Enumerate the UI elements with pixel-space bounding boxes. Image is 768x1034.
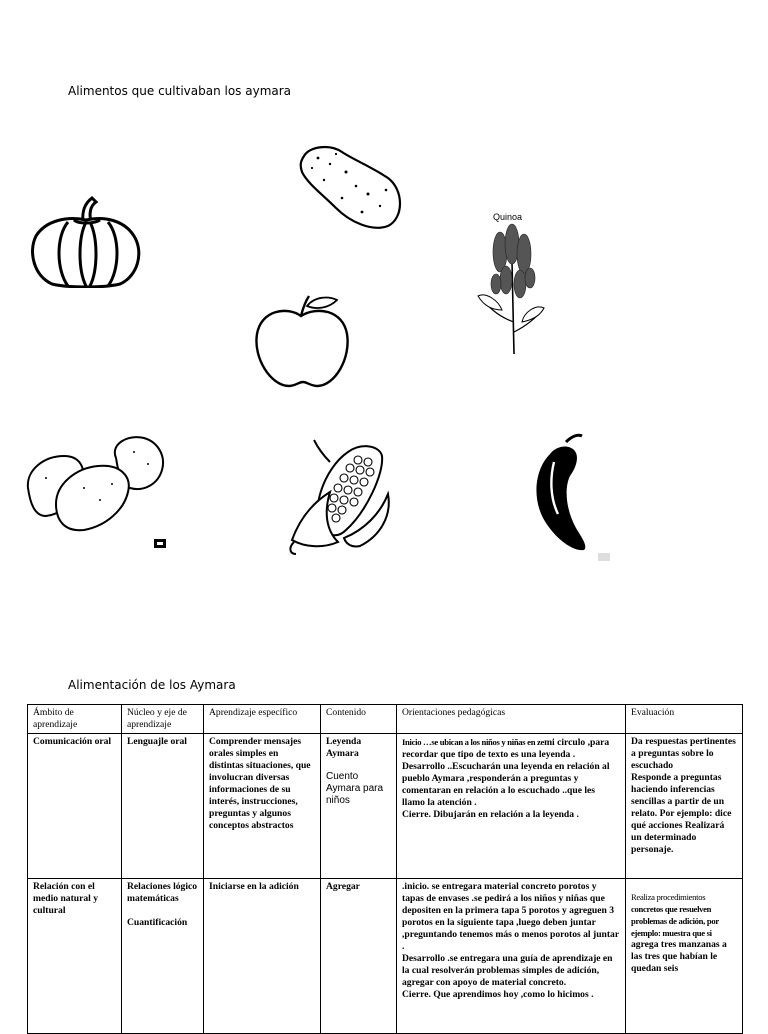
table-header-row [28,705,743,734]
orientaciones-cierre: Cierre. Dibujarán en relación a la leyenda . [402,809,579,820]
table-heading: Alimentación de los Aymara [68,678,236,692]
evaluacion-2: concretos que resuelven problemas de adición, por ejemplo: muestra que si [631,904,719,938]
orientaciones-inicio: Inicio …se ubican a los niños y niñas en ze [402,737,545,747]
header-aprendizaje: Aprendizaje específico [204,705,321,734]
planning-table [27,704,743,1034]
contenido-cuento: Cuento Aymara para niños [326,771,384,806]
chili-pepper-icon [526,432,592,554]
cell-nucleo: Lenguajle oral [122,734,204,879]
orientaciones-desarrollo: Desarrollo ..Escucharán una leyenda en relación al pueblo Aymara ,responderán a preguntas y comentaran en relación a lo escuchado ..que les llamo la atención . [402,761,610,808]
cell-orientaciones [397,734,626,879]
cell-nucleo [122,879,204,1034]
cell-ambito: Comunicación oral [28,734,122,879]
evaluacion-3: agrega tres manzanas a las tres que habían le quedan seis [631,939,727,974]
cell-evaluacion [626,734,743,879]
quinoa-icon [472,222,552,358]
header-orientaciones: Orientaciones pedagógicas [397,705,626,734]
logo-icon [154,535,166,553]
foods-heading: Alimentos que cultivaban los aymara [68,84,292,98]
cell-aprendizaje: Iniciarse en la adición [204,879,321,1034]
apple-icon [253,294,353,390]
contenido-leyenda: Leyenda Aymara [326,736,362,759]
orientaciones-inicio: .inicio. se entregara material concreto porotos y tapas de envases .se pedirá a los niños y niñas que depositen en la primera tapa 5 porotos y agreguen 3 porotos en la siguiente tapa ,luego deben juntar ,preguntando tenemos más o menos porotos al juntar . [402,881,619,952]
header-ambito: Ámbito de aprendizaje [28,705,122,734]
nucleo-cuantificacion: Cuantificación [127,917,188,928]
cell-evaluacion [626,879,743,1034]
potatoes-icon [24,434,166,544]
quinoa-label: Quinoa [493,212,523,222]
header-evaluacion: Evaluación [626,705,743,734]
cell-aprendizaje: Comprender mensajes orales simples en distintas situaciones, que involucran diversas informaciones de su interés, instrucciones, preguntas y algunos conceptos abstractos [204,734,321,879]
cell-contenido: Agregar [321,879,397,1034]
header-nucleo: Núcleo y eje de aprendizaje [122,705,204,734]
orientaciones-inicio-cont: mi circulo ,para recordar que tipo de texto es una leyenda . [402,737,610,760]
header-contenido: Contenido [321,705,397,734]
potato-icon [296,142,406,232]
evaluacion-1: Da respuestas pertinentes a preguntas sobre lo escuchado [631,736,736,771]
table-row [28,734,743,879]
nucleo-relaciones: Relaciones lógico matemáticas [127,881,198,904]
cell-contenido [321,734,397,879]
cell-ambito: Relación con el medio natural y cultural [28,879,122,1034]
pumpkin-icon [28,192,144,288]
table-row [28,879,743,1034]
cell-orientaciones [397,879,626,1034]
evaluacion-2: Responde a preguntas haciendo inferencias sencillas a partir de un relato. Por ejemplo: dice qué acciones Realizará un determinado personaje. [631,772,732,855]
orientaciones-cierre: Cierre. Que aprendimos hoy ,como lo hicimos . [402,989,594,1000]
corn-icon [284,438,394,558]
watermark-icon [598,548,610,566]
orientaciones-desarrollo: Desarrollo .se entregara una guía de aprendizaje en la cual resolverán problemas simples de adición, agregar con apoyo de material concreto. [402,953,613,988]
evaluacion-1: Realiza procedimientos [631,892,706,902]
